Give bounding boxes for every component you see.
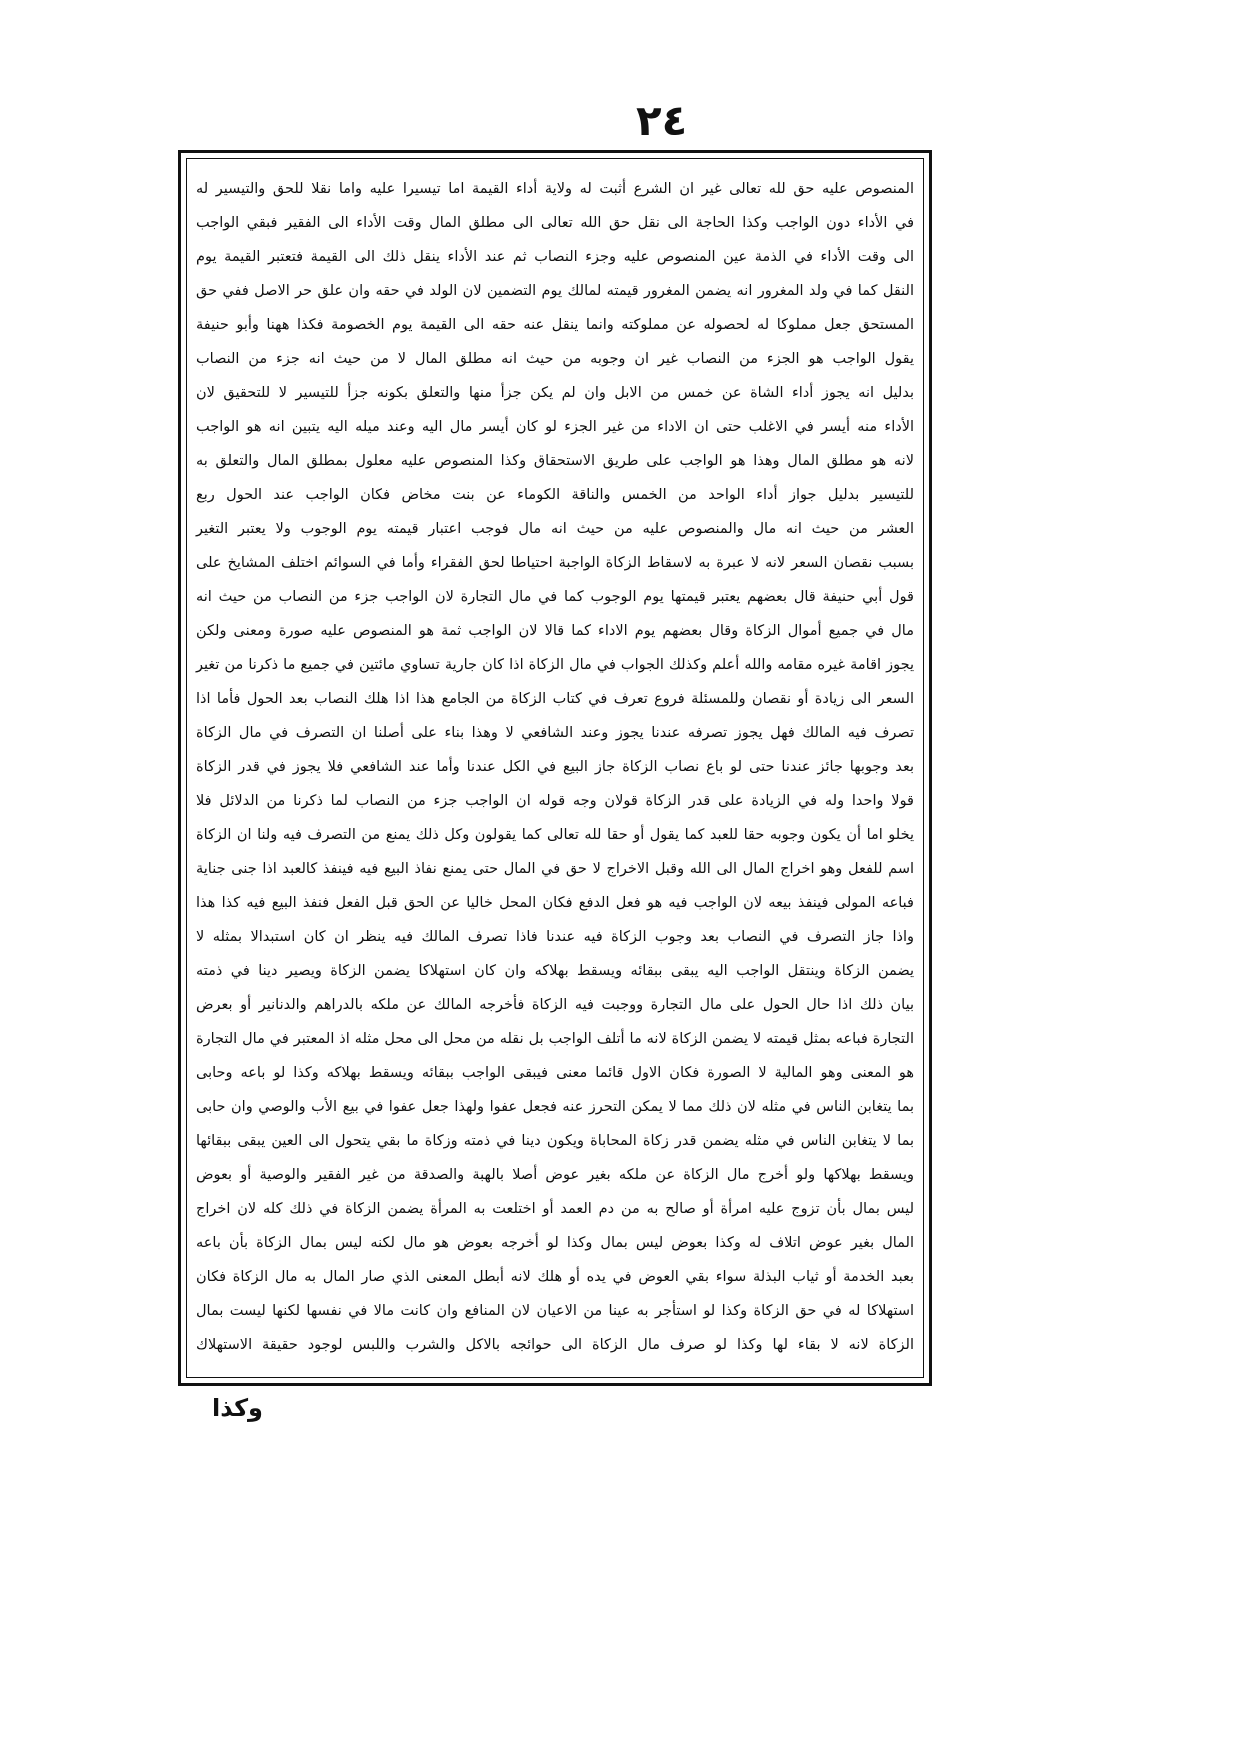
text-line: قول أبي حنيفة قال بعضهم يعتبر قيمتها يوم الوجوب كما في مال التجارة لان الواجب جزء من النصاب من حيث انه xyxy=(196,589,914,605)
text-line: اسم للفعل وهو اخراج المال الى الله وقبل الاخراج لا حق في المال حتى يمنع نفاذ البيع فيه فينفذ كالعبد اذا جنى جناية xyxy=(196,861,914,877)
text-line: بعد وجوبها جائز عندنا حتى لو باع نصاب الزكاة جاز البيع في الكل عندنا وأما عند الشافعي فلا يجوز في قدر الزكاة xyxy=(196,759,914,775)
text-line: استهلاكا له في حق الزكاة وكذا لو استأجر به عينا من الاعيان لان المنافع وان كانت مالا في نفسها لكنها ليست بمال xyxy=(196,1303,914,1319)
text-line: التجارة فباعه بمثل قيمته لا يضمن الزكاة لانه ما أتلف الواجب بل نقله من محل الى محل مثله اذ المعتبر في مال التجارة xyxy=(196,1031,914,1047)
catchword: وكذا xyxy=(212,1394,263,1422)
text-line: الزكاة لانه لا بقاء لها وكذا لو صرف مال الزكاة الى حوائجه بالاكل والشرب واللبس لوجود حقيقة الاستهلاك xyxy=(196,1337,914,1353)
text-line: بسبب نقصان السعر لانه لا عبرة به لاسقاط الزكاة الواجبة احتياطا لحق الفقراء وأما في السوائم اختلف المشايخ على xyxy=(196,555,914,571)
text-line: تصرف فيه المالك فهل يجوز تصرفه عندنا يجوز وعند الشافعي لا وهذا بناء على أصلنا ان التصرف في مال الزكاة xyxy=(196,725,914,741)
text-line: بما يتغابن الناس في مثله لان ذلك مما لا يمكن التحرز عنه فجعل عفوا ولهذا جعل عفوا في بيع الأب والوصي وان حابى xyxy=(196,1099,914,1115)
text-line: مال في جميع أموال الزكاة وقال بعضهم يوم الاداء كما قالا لان الواجب ثمة هو المنصوص عليه صورة ومعنى ولكن xyxy=(196,623,914,639)
text-line: قولا واحدا وله في الزيادة على قدر الزكاة قولان وجه قوله ان الواجب جزء من النصاب لما ذكرنا من الدلائل فلا xyxy=(196,793,914,809)
text-line: المال بغير عوض اتلاف له وكذا بعوض ليس بمال وكذا لو أخرجه بعوض هو مال لكنه ليس بمال الزكاة بأن باعه xyxy=(196,1235,914,1251)
text-line: الأداء منه أيسر في الاغلب حتى ان الاداء من غير الجزء لو كان أيسر مال اليه وعند ميله اليه يتبين انه هو الواجب xyxy=(196,419,914,435)
text-line: النقل كما في ولد المغرور انه يضمن المغرور قيمته لمالك يوم التضمين لان الولد في حقه وان علق حر الاصل ففي حق xyxy=(196,283,914,299)
text-line: ويسقط بهلاكها ولو أخرج مال الزكاة عن ملكه بغير عوض أصلا بالهبة والصدقة من غير الفقير والوصية أو بعوض xyxy=(196,1167,914,1183)
text-line: واذا جاز التصرف في النصاب بعد وجوب الزكاة فيه عندنا فاذا تصرف المالك فيه ينظر ان كان استبدالا بمثله لا xyxy=(196,929,914,945)
body-text xyxy=(196,172,914,1362)
text-line: بما لا يتغابن الناس في مثله يضمن قدر زكاة المحاباة ويكون دينا في ذمته وزكاة ما بقي يتحول الى العين يبقى ببقائها xyxy=(196,1133,914,1149)
text-line: ليس بمال بأن تزوج عليه امرأة أو صالح به من دم العمد أو اختلعت به المرأة يضمن الزكاة في ذلك كله لان اخراج xyxy=(196,1201,914,1217)
text-line: السعر الى زيادة أو نقصان وللمسئلة فروع تعرف في كتاب الزكاة من الجامع هذا اذا هلك النصاب بعد الحول فأما اذا xyxy=(196,691,914,707)
text-line: للتيسير بدليل جواز أداء الواحد من الخمس والناقة الكوماء عن بنت مخاض فكان الواجب عند الحول ربع xyxy=(196,487,914,503)
page-number: ٢٤ xyxy=(636,96,688,145)
text-line: يقول الواجب هو الجزء من النصاب غير ان وجوبه من حيث انه مطلق المال لا من حيث انه جزء من النصاب xyxy=(196,351,914,367)
text-line: يضمن الزكاة وينتقل الواجب اليه يبقى ببقائه ويسقط بهلاكه وان كان استهلاكا يضمن الزكاة ويصير دينا في ذمته xyxy=(196,963,914,979)
text-line: يخلو اما أن يكون وجوبه حقا للعبد كما يقول أو حقا لله تعالى كما يقولون وكل ذلك يمنع من التصرف فيه ولنا ان الزكاة xyxy=(196,827,914,843)
text-line: لانه هو مطلق المال وهذا هو الواجب على طريق الاستحقاق وكذا المنصوص عليه معلول بمطلق المال والتعلق به xyxy=(196,453,914,469)
text-line: المستحق جعل مملوكا له لحصوله عن مملوكته وانما ينقل عنه حقه الى القيمة يوم الخصومة فكذا ههنا وأبو حنيفة xyxy=(196,317,914,333)
text-line: العشر من حيث انه مال والمنصوص عليه من حيث انه مال فوجب اعتبار قيمته يوم الوجوب ولا يعتبر التغير xyxy=(196,521,914,537)
text-line: بيان ذلك اذا حال الحول على مال التجارة ووجبت فيه الزكاة فأخرجه المالك عن ملكه بالدراهم والدنانير أو بعرض xyxy=(196,997,914,1013)
text-line: الى وقت الأداء في الذمة عين المنصوص عليه وجزء النصاب ثم عند الأداء ينقل ذلك الى القيمة فتعتبر القيمة يوم xyxy=(196,249,914,265)
text-line: بعبد الخدمة أو ثياب البذلة سواء بقي العوض في يده أو هلك لانه أبطل المعنى الذي صار المال به مال الزكاة فكان xyxy=(196,1269,914,1285)
text-line: فباعه المولى فينفذ بيعه لان الواجب فيه هو فعل الدفع فكان المحل خاليا عن الحق قبل الفعل فنفذ البيع فيه كذا هذا xyxy=(196,895,914,911)
text-line: بدليل انه يجوز أداء الشاة عن خمس من الابل وان لم يكن جزأ منها والتعلق بكونه جزأ للتيسير لا للتحقيق لان xyxy=(196,385,914,401)
text-line: يجوز اقامة غيره مقامه والله أعلم وكذلك الجواب في مال الزكاة اذا كان جارية تساوي مائتين في جميع ما ذكرنا من تغير xyxy=(196,657,914,673)
text-line: في الأداء دون الواجب وكذا الحاجة الى نقل حق الله تعالى الى مطلق المال وقت الأداء الى الفقير فبقي الواجب xyxy=(196,215,914,231)
text-line: المنصوص عليه حق لله تعالى غير ان الشرع أثبت له ولاية أداء القيمة اما تيسيرا عليه واما نقلا للحق والتيسير له xyxy=(196,181,914,197)
text-line: هو المعنى وهو المالية لا الصورة فكان الاول قائما معنى فيبقى الواجب ببقائه ويسقط بهلاكه وكذا لو باعه وحابى xyxy=(196,1065,914,1081)
